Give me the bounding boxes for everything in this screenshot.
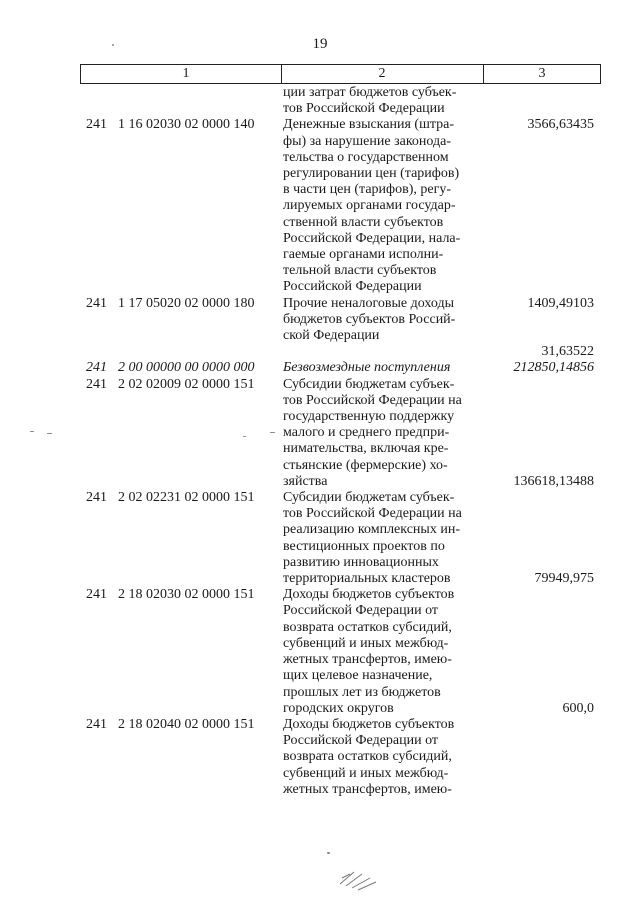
description-line: Российской Федерации от: [283, 733, 439, 749]
table-row: [0, 717, 640, 798]
description-line: фы) за нарушение законода-: [283, 133, 452, 149]
description-line: Доходы бюджетов субъектов: [283, 587, 455, 603]
description-line: Прочие неналоговые доходы: [283, 295, 455, 311]
description-line: вестиционных проектов по: [283, 538, 445, 554]
row-code: 241: [86, 716, 107, 732]
description-line: Доходы бюджетов субъектов: [283, 716, 455, 732]
scan-speck: [270, 432, 275, 433]
description-line: зяйства: [283, 473, 328, 489]
table-row: [0, 377, 640, 490]
header-col-1: 1: [182, 66, 190, 81]
description-line: лируемых органами государ-: [283, 198, 456, 214]
row-classification-code: 2 00 00000 00 0000 000: [118, 360, 255, 376]
row-description: [283, 587, 476, 717]
header-col-3: 3: [538, 66, 546, 81]
description-line: Субсидии бюджетам субъек-: [283, 376, 455, 392]
description-line: регулировании цен (тарифов): [283, 166, 460, 182]
row-amount: 1409,49103: [527, 295, 594, 311]
table-row: [0, 587, 640, 717]
row-classification-code: 2 18 02040 02 0000 151: [118, 716, 255, 732]
description-line: тельной власти субъектов: [283, 263, 437, 279]
description-line: нимательства, включая кре-: [283, 441, 449, 457]
description-line: бюджетов субъектов Россий-: [283, 311, 456, 327]
table-body: [0, 85, 640, 798]
row-code: 241: [86, 117, 107, 133]
table-row: [0, 344, 640, 360]
description-line: субвенций и иных межбюд-: [283, 635, 449, 651]
scan-speck: [112, 44, 114, 46]
row-code: 241: [86, 376, 107, 392]
handwritten-scribble: [336, 866, 380, 892]
description-line: возврата остатков субсидий,: [283, 749, 452, 765]
table-row: [0, 296, 640, 345]
description-line: Субсидии бюджетам субъек-: [283, 490, 455, 506]
row-amount: 31,63522: [541, 344, 594, 360]
scan-speck: [243, 436, 246, 437]
description-line: ственной власти субъектов: [283, 214, 444, 230]
description-line: субвенций и иных межбюд-: [283, 765, 449, 781]
row-classification-code: 1 17 05020 02 0000 180: [118, 295, 255, 311]
description-line: возврата остатков субсидий,: [283, 619, 452, 635]
description-line: Российской Федерации: [283, 279, 422, 295]
description-line: малого и среднего предпри-: [283, 425, 450, 441]
description-line: городских округов: [283, 700, 394, 716]
row-description: [283, 377, 476, 490]
description-line: тов Российской Федерации: [283, 101, 445, 117]
row-classification-code: 2 18 02030 02 0000 151: [118, 587, 255, 603]
header-col-2: 2: [378, 66, 386, 81]
table-row: [0, 490, 640, 587]
table-header: [80, 64, 601, 84]
scan-speck: [47, 433, 52, 434]
scan-speck: [30, 431, 34, 432]
row-classification-code: 1 16 02030 02 0000 140: [118, 117, 255, 133]
description-line: Денежные взыскания (штра-: [283, 117, 455, 133]
row-description: [283, 717, 476, 798]
row-description: [283, 344, 476, 360]
row-code: 241: [86, 295, 107, 311]
description-line: территориальных кластеров: [283, 571, 451, 587]
description-line: ции затрат бюджетов субъек-: [283, 85, 457, 100]
table-row: [0, 360, 640, 376]
rows-host: [0, 117, 640, 798]
row-amount: 212850,14856: [513, 360, 594, 376]
row-code: 241: [86, 587, 107, 603]
description-line: прошлых лет из бюджетов: [283, 684, 441, 700]
description-line: Российской Федерации от: [283, 603, 439, 619]
description-line: развитию инновационных: [283, 554, 439, 570]
description-line: Российской Федерации, нала-: [283, 230, 461, 246]
description-line: тельства о государственном: [283, 149, 449, 165]
table-row: [0, 117, 640, 295]
description-line: стьянские (фермерские) хо-: [283, 457, 448, 473]
description-line: в части цен (тарифов), регу-: [283, 182, 452, 198]
row-amount: 3566,63435: [527, 117, 594, 133]
description-line: реализацию комплексных ин-: [283, 522, 460, 538]
page-number: 19: [312, 36, 328, 52]
row-amount: 79949,975: [534, 571, 594, 587]
row-description: [283, 490, 476, 587]
description-line: тов Российской Федерации на: [283, 506, 462, 522]
description-line: Безвозмездные поступления: [283, 360, 451, 376]
continuation-description: [283, 85, 476, 117]
row-amount: 600,0: [562, 700, 594, 716]
row-description: [283, 117, 476, 295]
row-code: 241: [86, 490, 107, 506]
description-line: тов Российской Федерации на: [283, 392, 462, 408]
row-code: 241: [86, 360, 107, 376]
description-line: гаемые органами исполни-: [283, 247, 444, 263]
description-line: жетных трансфертов, имею-: [283, 652, 452, 668]
scan-speck: [327, 852, 330, 854]
description-line: государственную поддержку: [283, 409, 455, 425]
continuation-row: [0, 85, 640, 117]
row-description: [283, 296, 476, 345]
row-description: [283, 360, 476, 376]
row-classification-code: 2 02 02009 02 0000 151: [118, 376, 255, 392]
description-line: жетных трансфертов, имею-: [283, 781, 452, 797]
description-line: щих целевое назначение,: [283, 668, 433, 684]
row-classification-code: 2 02 02231 02 0000 151: [118, 490, 255, 506]
row-amount: 136618,13488: [513, 473, 594, 489]
description-line: ской Федерации: [283, 328, 380, 344]
